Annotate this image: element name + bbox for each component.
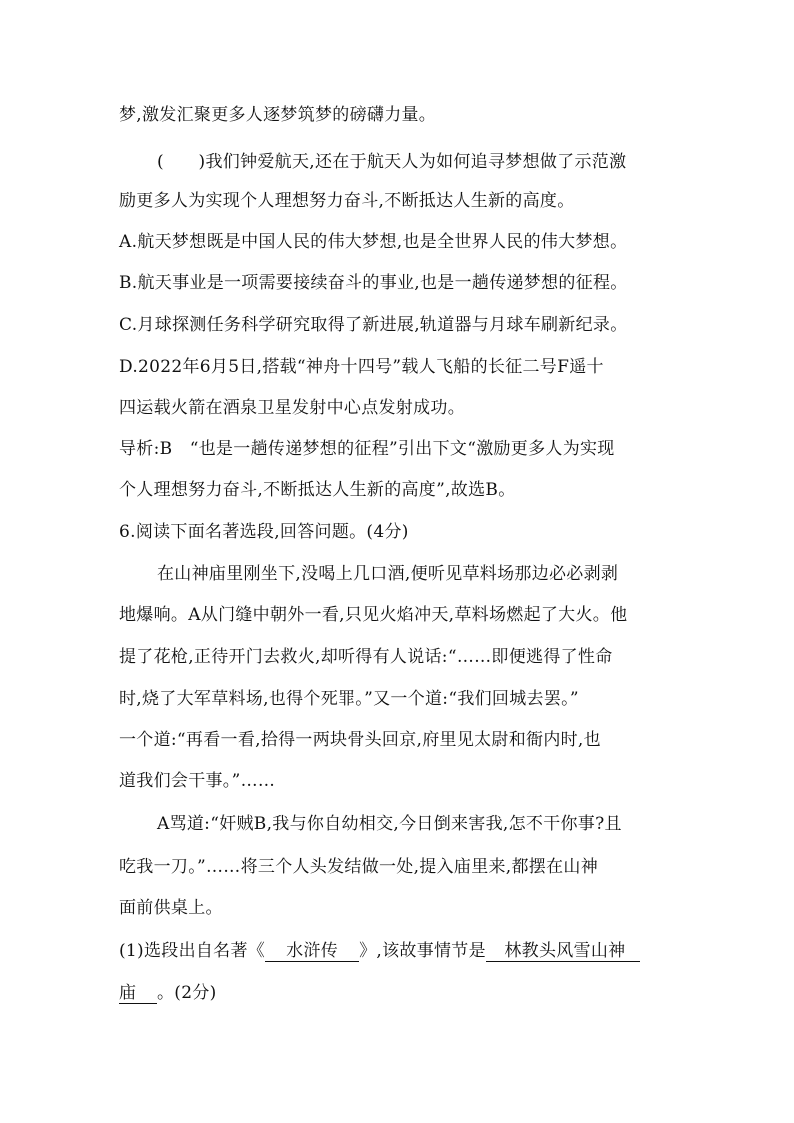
option-d-line-1: D.2022年6月5日,搭载“神舟十四号”载人飞船的长征二号F遥十: [119, 357, 604, 377]
subquestion-1-line-2: [119, 981, 679, 1005]
blank-question-line-2: 励更多人为实现个人理想努力奋斗,不断抵达人生新的高度。: [119, 191, 575, 211]
option-c: C.月球探测任务科学研究取得了新进展,轨道器与月球车刷新纪录。: [119, 315, 628, 335]
excerpt-line-2: 地爆响。A从门缝中朝外一看,只见火焰冲天,草料场燃起了大火。他: [119, 605, 628, 625]
excerpt-line-7: A骂道:“奸贼B,我与你自幼相交,今日倒来害我,怎不干你事?且: [157, 814, 622, 834]
excerpt-line-8: 吃我一刀。”……将三个人头发结做一处,提入庙里来,都摆在山神: [119, 857, 598, 877]
subquestion-1-middle: 》,该故事情节是: [359, 941, 486, 961]
answer-book-title: 水浒传: [265, 941, 359, 962]
option-a: A.航天梦想既是中国人民的伟大梦想,也是全世界人民的伟大梦想。: [119, 232, 628, 252]
excerpt-line-9: 面前供桌上。: [119, 898, 223, 918]
answer-plot-line-2: 庙: [119, 983, 157, 1004]
option-d-line-2: 四运载火箭在酒泉卫星发射中心点发射成功。: [119, 398, 465, 418]
subquestion-1-prefix: (1)选段出自名著《: [119, 941, 266, 961]
excerpt-line-1: 在山神庙里刚坐下,没喝上几口酒,便听见草料场那边必必剥剥: [157, 564, 619, 584]
subquestion-1-suffix: 。(2分): [157, 983, 217, 1003]
subquestion-1-line-1: [119, 939, 679, 963]
excerpt-line-4: 时,烧了大军草料场,也得个死罪。”又一个道:“我们回城去罢。”: [119, 689, 579, 709]
excerpt-line-5: 一个道:“再看一看,拾得一两块骨头回京,府里见太尉和衙内时,也: [119, 730, 601, 750]
excerpt-line-3: 提了花枪,正待开门去救火,却听得有人说话:“……即便逃得了性命: [119, 647, 613, 667]
option-b: B.航天事业是一项需要接续奋斗的事业,也是一趟传递梦想的征程。: [119, 273, 628, 293]
question-6-heading: 6.阅读下面名著选段,回答问题。(4分): [119, 522, 409, 542]
guide-analysis-line-2: 个人理想努力奋斗,不断抵达人生新的高度”,故选B。: [119, 480, 516, 500]
paragraph-tail: 梦,激发汇聚更多人逐梦筑梦的磅礴力量。: [119, 105, 437, 125]
answer-plot-line-1: 林教头风雪山神: [486, 941, 640, 962]
blank-question-line-1: ( )我们钟爱航天,还在于航天人为如何追寻梦想做了示范激: [157, 152, 627, 172]
excerpt-line-6: 道我们会干事。”……: [119, 771, 276, 791]
guide-analysis-line-1: 导析:B “也是一趟传递梦想的征程”引出下文“激励更多人为实现: [119, 439, 615, 459]
